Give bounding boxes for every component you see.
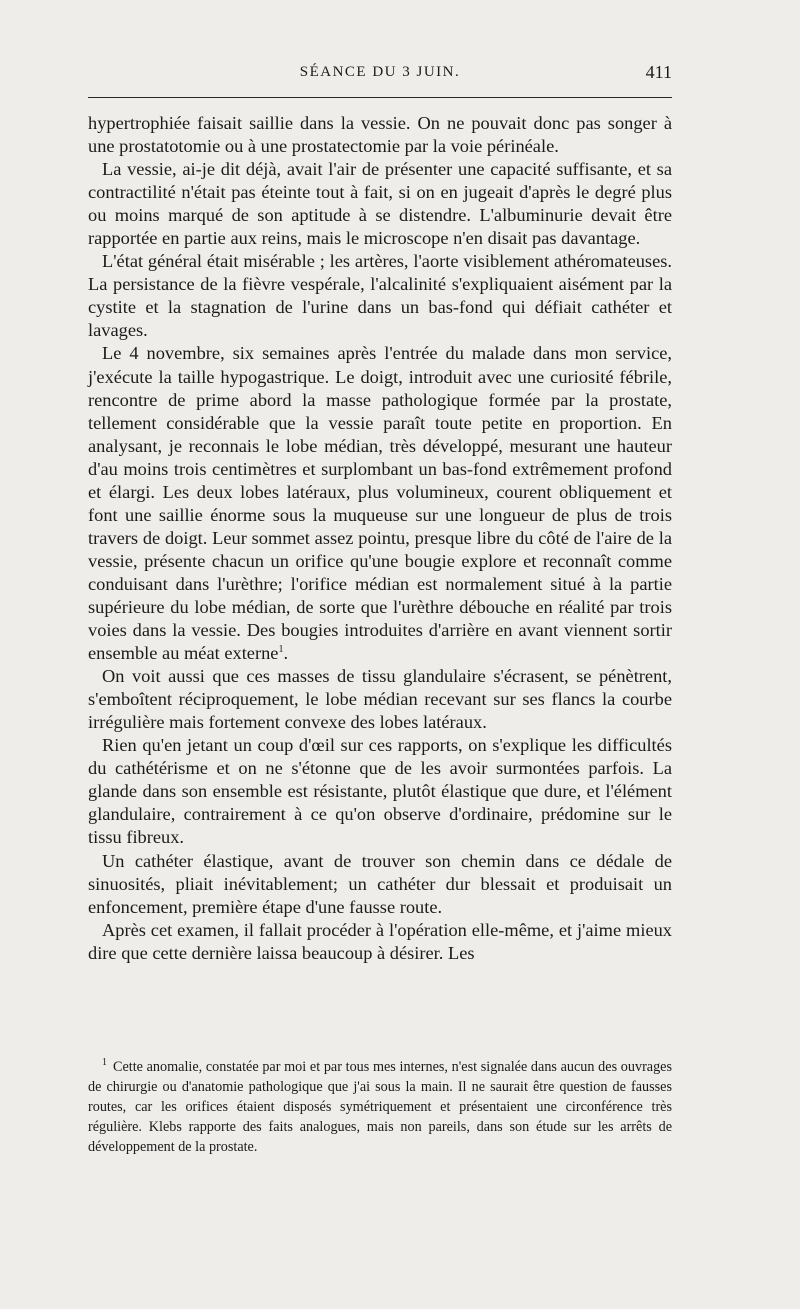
running-title: SÉANCE DU 3 JUIN. <box>299 64 461 80</box>
footnote-reference: 1 <box>278 643 284 655</box>
paragraph-text: Le 4 novembre, six semaines après l'entrée du malade dans mon service, j'exécute la taille hypogastrique. Le doigt, introduit avec une curiosité fébrile, rencontre de prime abord la masse pathologique formée par la prostate, tellement considérable que la vessie paraît toute petite en proportion. En analysant, je reconnais le lobe médian, très développé, mesurant une hauteur d'au moins trois centimètres et surplombant un bas-fond extrêmement profond et élargi. Les deux lobes latéraux, plus volumineux, courent obliquement et font une saillie énorme sous la muqueuse sur une longueur de plus de trois travers de doigt. Leur sommet assez pointu, presque libre du côté de l'aire de la vessie, présente chacun un orifice qu'une bougie explore et reconnaît comme conduisant dans l'urèthre; l'orifice médian est normalement situé à la partie supérieure du lobe médian, de sorte que l'urèthre débouche en réalité par trois voies dans la vessie. Des bougies introduites d'arrière en avant viennent sortir ensemble au méat externe <box>88 343 672 664</box>
body-text <box>88 112 672 965</box>
paragraph: Rien qu'en jetant un coup d'œil sur ces rapports, on s'explique les difficultés du cathétérisme et on ne s'étonne que de les avoir surmontées parfois. La glande dans son ensemble est résistante, plutôt élastique que dure, et l'élément glandulaire, contrairement à ce qu'on observe d'ordinaire, prédomine sur le tissu fibreux. <box>88 735 672 848</box>
paragraph: L'état général était misérable ; les artères, l'aorte visiblement athéromateuses. La persistance de la fièvre vespérale, l'alcalinité s'expliquaient aisément par la cystite et la stagnation de l'urine dans un bas-fond qui défiait cathéter et lavages. <box>88 251 672 341</box>
footnote <box>88 1057 672 1157</box>
page-number: 411 <box>645 62 672 82</box>
paragraph: La vessie, ai-je dit déjà, avait l'air de présenter une capacité suffisante, et sa contractilité n'était pas éteinte tout à fait, si on en jugeait d'après le degré plus ou moins marqué de son aptitude à se distendre. L'albuminurie devait être rapportée en partie aux reins, mais le microscope n'en disait pas davantage. <box>88 159 672 249</box>
paragraph: hypertrophiée faisait saillie dans la vessie. On ne pouvait donc pas songer à une prostatotomie ou à une prostatectomie par la voie périnéale. <box>88 113 672 157</box>
paragraph <box>88 342 672 665</box>
paragraph-end: . <box>283 643 289 664</box>
footnote-text: Cette anomalie, constatée par moi et par tous mes internes, n'est signalée dans aucun des ouvrages de chirurgie ou d'anatomie pathologique que j'ai sous la main. Il ne saurait être question de fausses routes, car les orifices étaient disposés symétriquement et présentaient une circonférence très régulière. Klebs rapporte des faits analogues, mais non pareils, dans son étude sur les arrêts de développement de la prostate. <box>88 1059 672 1155</box>
footnote-mark: 1 <box>102 1057 107 1069</box>
page-header <box>88 62 672 86</box>
paragraph: Après cet examen, il fallait procéder à l'opération elle-même, et j'aime mieux dire que cette dernière laissa beaucoup à désirer. Les <box>88 919 672 963</box>
header-rule <box>88 97 672 98</box>
paragraph: Un cathéter élastique, avant de trouver son chemin dans ce dédale de sinuosités, pliait inévitablement; un cathéter dur blessait et produisait un enfoncement, première étape d'une fausse route. <box>88 850 672 917</box>
paragraph: On voit aussi que ces masses de tissu glandulaire s'écrasent, se pénètrent, s'emboîtent réciproquement, le lobe médian recevant sur ses flancs la courbe irrégulière mais fortement convexe des lobes latéraux. <box>88 666 672 733</box>
